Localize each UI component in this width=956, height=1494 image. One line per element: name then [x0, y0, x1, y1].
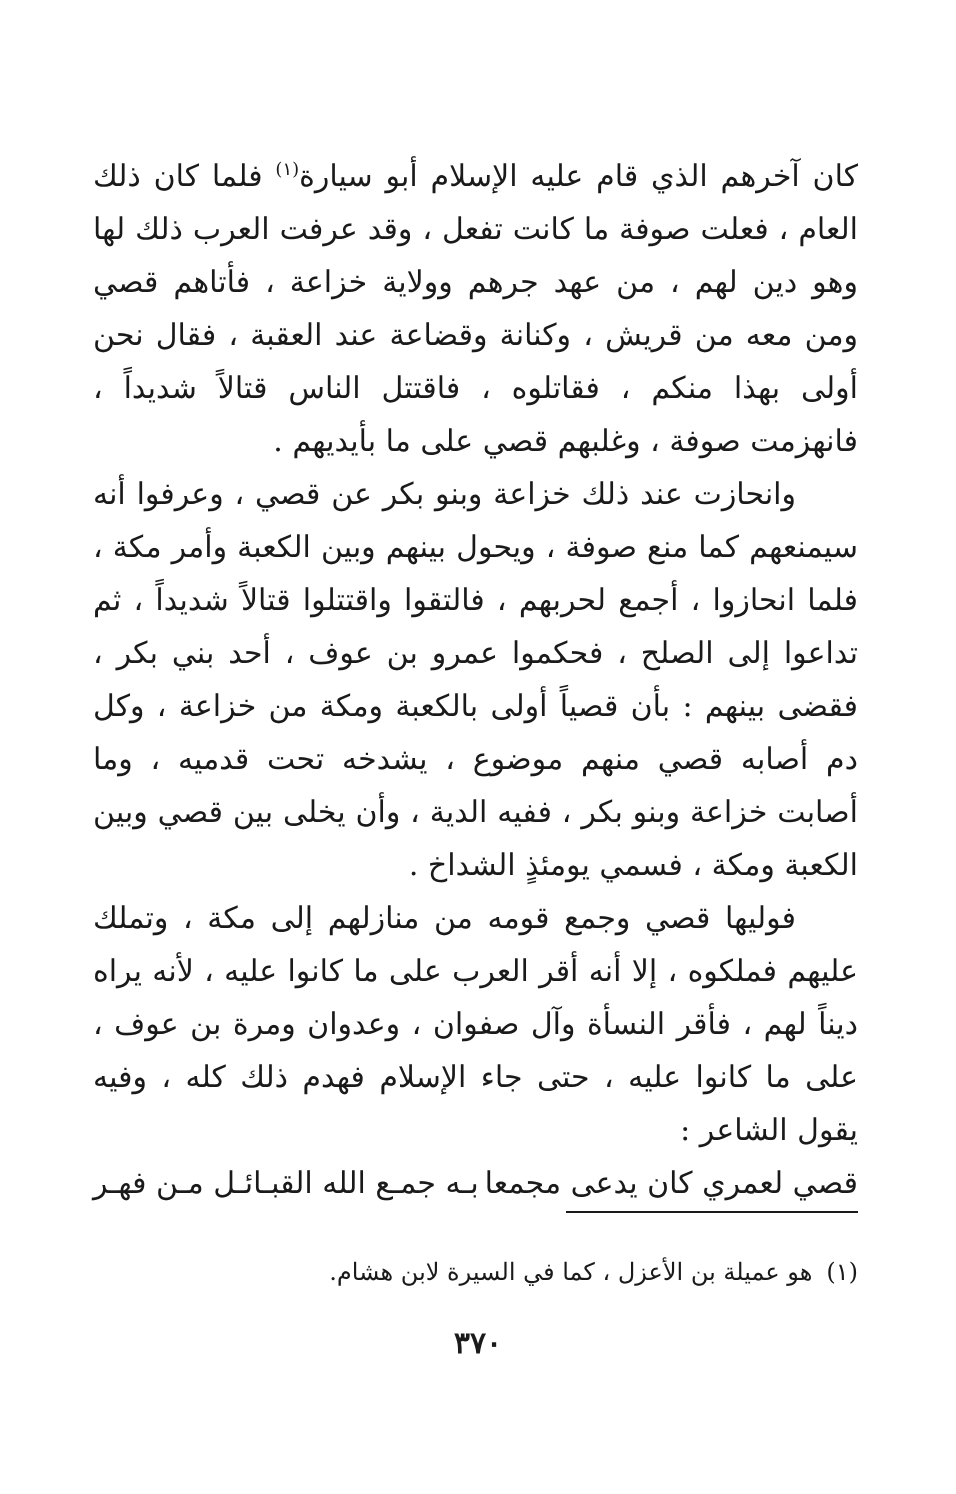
- paragraph-1-text-start: كان آخرهم الذي قام عليه الإسلام أبو سيارة: [299, 159, 858, 194]
- footnote-marker: (١): [826, 1258, 858, 1286]
- verse-second-hemistich: بـه جمـع الله القبـائـل مـن فهـر: [93, 1166, 479, 1201]
- main-text-block: [93, 150, 858, 1210]
- paragraph-1-text-end: فلما كان ذلك العام ، فعلت صوفة ما كانت تفعل ، وقد عرفت العرب ذلك لها وهو دين لهم ، من عهد جرهم وولاية خزاعة ، فأتاهم قصي ومن معه من قريش ، وكنانة وقضاعة عند العقبة ، فقال نحن أولى بهذا منكم ، فقاتلوه ، فاقتتل الناس قتالاً شديداً ، فانهزمت صوفة ، وغلبهم قصي على ما بأيديهم .: [93, 159, 858, 459]
- footnote-reference: (١): [275, 159, 300, 180]
- poetry-verse: [93, 1157, 858, 1210]
- verse-first-hemistich: قصي لعمري كان يدعى مجمعا: [484, 1166, 858, 1201]
- paragraph-2: وانحازت عند ذلك خزاعة وبنو بكر عن قصي ، وعرفوا أنه سيمنعهم كما منع صوفة ، ويحول بينهم وبين الكعبة وأمر مكة ، فلما انحازوا ، أجمع لحربهم ، فالتقوا واقتتلوا قتالاً شديداً ، ثم تداعوا إلى الصلح ، فحكموا عمرو بن عوف ، أحد بني بكر ، فقضى بينهم : بأن قصياً أولى بالكعبة ومكة من خزاعة ، وكل دم أصابه قصي منهم موضوع ، يشدخه تحت قدميه ، وما أصابت خزاعة وبنو بكر ، ففيه الدية ، وأن يخلى بين قصي وبين الكعبة ومكة ، فسمي يومئذٍ الشداخ .: [93, 477, 858, 883]
- footnote: [93, 1255, 858, 1289]
- paragraph-3: فوليها قصي وجمع قومه من منازلهم إلى مكة ، وتملك عليهم فملكوه ، إلا أنه أقر العرب على ما كانوا عليه ، لأنه يراه ديناً لهم ، فأقر النسأة وآل صفوان ، وعدوان ومرة بن عوف ، على ما كانوا عليه ، حتى جاء الإسلام فهدم ذلك كله ، وفيه يقول الشاعر :: [93, 901, 858, 1148]
- footnote-text: هو عميلة بن الأعزل ، كما في السيرة لابن هشام.: [329, 1258, 813, 1286]
- footnote-separator: [566, 1211, 858, 1213]
- page-number: ٣٧٠: [453, 1326, 503, 1361]
- paragraph-1: [93, 150, 858, 468]
